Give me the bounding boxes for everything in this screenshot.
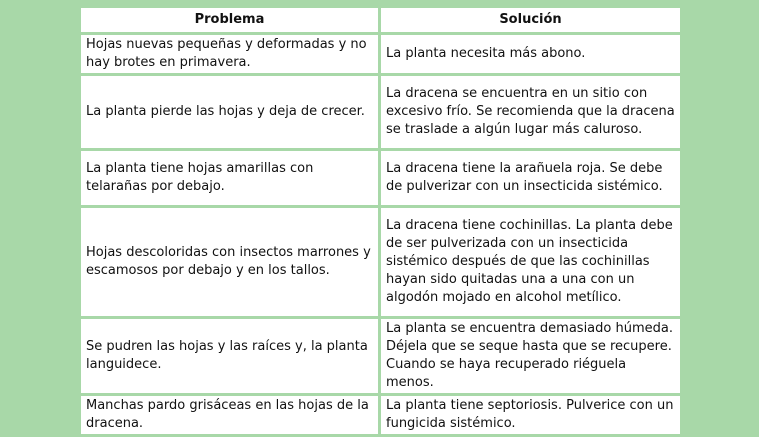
- solution-cell: La planta tiene septoriosis. Pulverice con un fungicida sistémico.: [381, 396, 680, 434]
- table-row: [81, 151, 680, 205]
- table-row: [81, 35, 680, 73]
- table-row: [81, 319, 680, 393]
- solution-cell: La planta se encuentra demasiado húmeda. Déjela que se seque hasta que se recupere. Cuando se haya recuperado riéguela menos.: [381, 319, 680, 393]
- problems-solutions-table: [78, 5, 683, 437]
- header-row: [81, 8, 680, 32]
- problem-cell: Manchas pardo grisáceas en las hojas de la dracena.: [81, 396, 378, 434]
- problems-solutions-table-frame: [78, 5, 680, 431]
- table-row: [81, 208, 680, 316]
- solution-cell: La dracena tiene cochinillas. La planta debe de ser pulverizada con un insecticida sistémico después de que las cochinillas hayan sido quitadas una a una con un algodón mojado en alcohol metílico.: [381, 208, 680, 316]
- header-problema: Problema: [81, 8, 378, 32]
- problem-cell: La planta pierde las hojas y deja de crecer.: [81, 76, 378, 148]
- solution-cell: La planta necesita más abono.: [381, 35, 680, 73]
- problem-cell: Hojas nuevas pequeñas y deformadas y no hay brotes en primavera.: [81, 35, 378, 73]
- solution-cell: La dracena se encuentra en un sitio con excesivo frío. Se recomienda que la dracena se traslade a algún lugar más caluroso.: [381, 76, 680, 148]
- problem-cell: Hojas descoloridas con insectos marrones y escamosos por debajo y en los tallos.: [81, 208, 378, 316]
- header-solucion: Solución: [381, 8, 680, 32]
- table-row: [81, 76, 680, 148]
- problem-cell: Se pudren las hojas y las raíces y, la planta languidece.: [81, 319, 378, 393]
- problem-cell: La planta tiene hojas amarillas con telarañas por debajo.: [81, 151, 378, 205]
- solution-cell: La dracena tiene la arañuela roja. Se debe de pulverizar con un insecticida sistémico.: [381, 151, 680, 205]
- table-row: [81, 396, 680, 434]
